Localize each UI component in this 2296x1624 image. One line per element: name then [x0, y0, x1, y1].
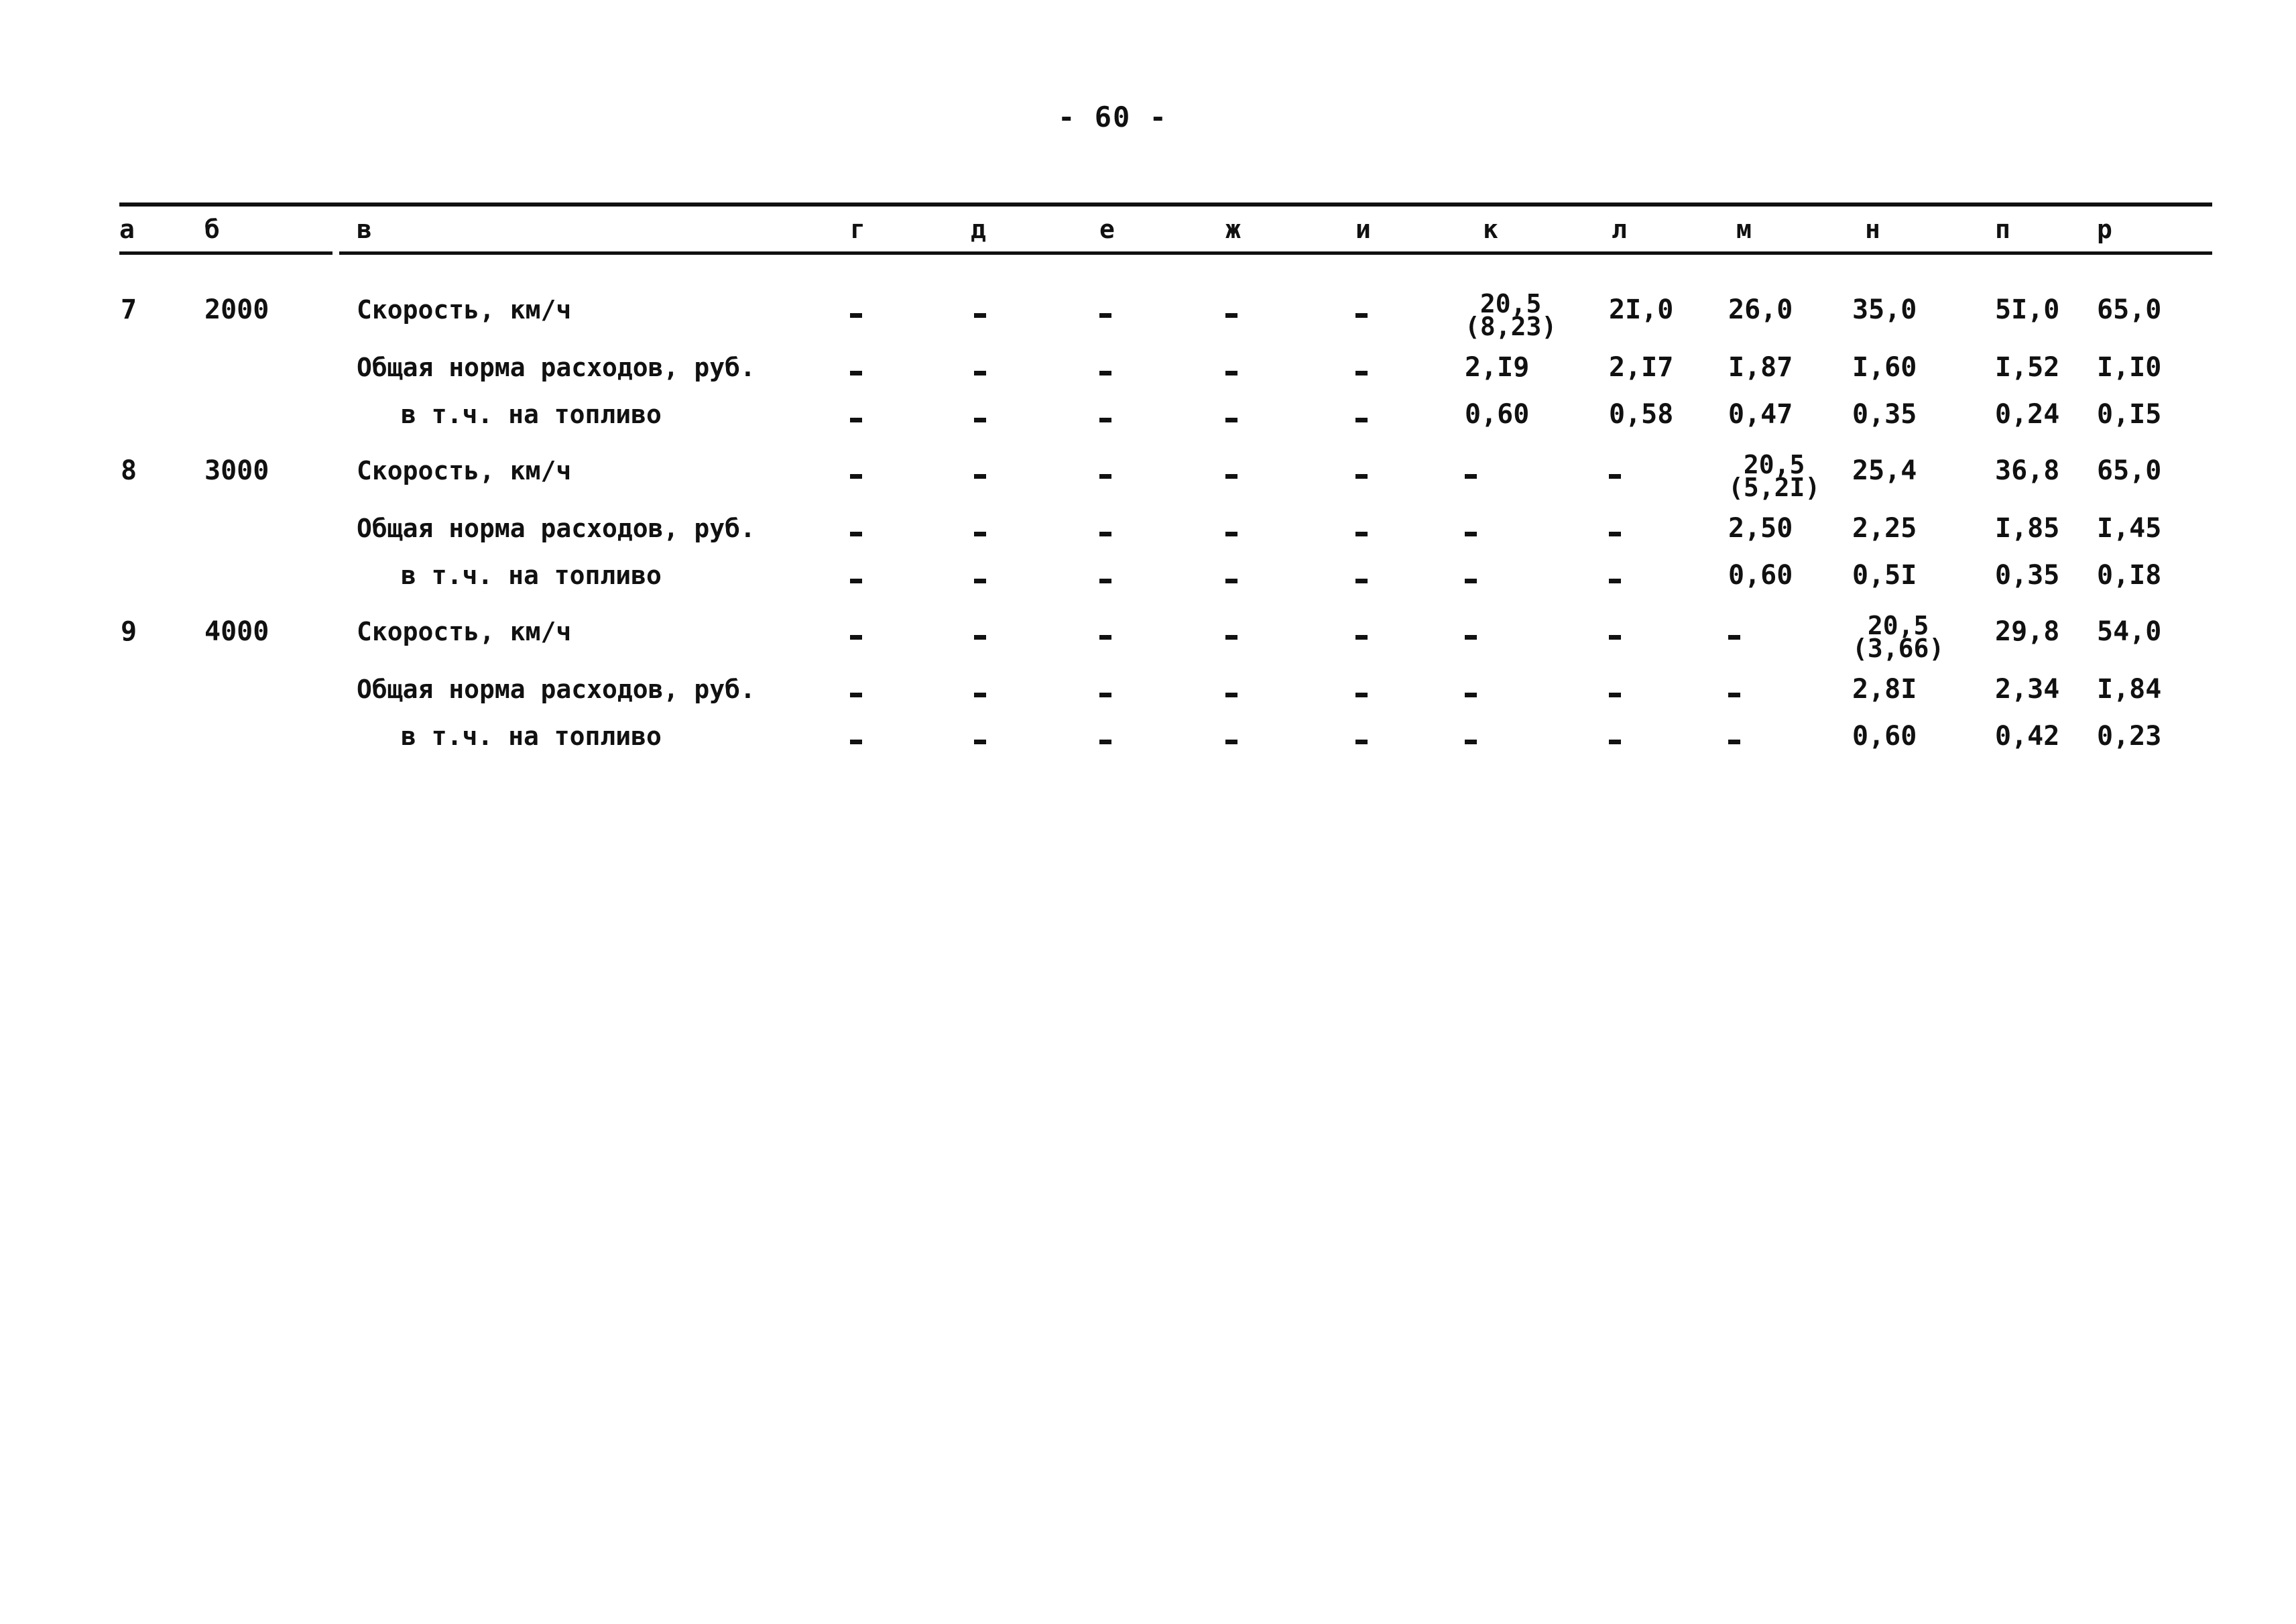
- cell-value: 20,5: [1743, 450, 1805, 479]
- row-label: Скорость, км/ч: [357, 617, 572, 646]
- value-cell: I,84: [2097, 674, 2162, 705]
- dash-mark: [850, 740, 862, 744]
- value-cell: 0,60: [1728, 560, 1793, 591]
- value-cell: 2,34: [1995, 674, 2060, 705]
- dash-mark: [1099, 532, 1111, 536]
- dash-mark: [1355, 635, 1368, 640]
- dash-mark: [1465, 635, 1477, 640]
- dash-mark: [1609, 474, 1621, 479]
- dash-mark: [1099, 693, 1111, 697]
- cell-note: (5,2I): [1728, 473, 1821, 502]
- empty-dash: [1225, 518, 1237, 547]
- dash-mark: [974, 635, 986, 640]
- dash-mark: [1225, 418, 1237, 422]
- dash-mark: [1609, 579, 1621, 583]
- dash-mark: [850, 693, 862, 697]
- empty-dash: [850, 679, 862, 708]
- empty-dash: [1225, 404, 1237, 433]
- value-cell: 5I,0: [1995, 294, 2060, 325]
- empty-dash: [1609, 460, 1621, 489]
- row-label: Общая норма расходов, руб.: [357, 514, 756, 543]
- dash-mark: [1728, 635, 1740, 640]
- empty-dash: [1465, 679, 1477, 708]
- empty-dash: [850, 565, 862, 594]
- value-cell: 0,24: [1995, 399, 2060, 430]
- row-label: Общая норма расходов, руб.: [357, 675, 756, 704]
- value-cell: 35,0: [1852, 294, 1917, 325]
- row-distance: 3000: [204, 455, 269, 486]
- dash-mark: [1465, 740, 1477, 744]
- dash-mark: [1728, 693, 1740, 697]
- dash-mark: [1465, 474, 1477, 479]
- empty-dash: [850, 460, 862, 489]
- value-cell: I,87: [1728, 352, 1793, 383]
- value-cell: 2,I9: [1465, 352, 1530, 383]
- dash-mark: [1609, 635, 1621, 640]
- table-row: [0, 450, 2296, 502]
- value-cell: 0,47: [1728, 399, 1793, 430]
- empty-dash: [1355, 621, 1368, 650]
- value-cell: 0,I5: [2097, 399, 2162, 430]
- column-header: к: [1483, 215, 1498, 244]
- empty-dash: [1225, 679, 1237, 708]
- value-cell: I,85: [1995, 513, 2060, 544]
- table-row: [0, 289, 2296, 341]
- row-distance: 4000: [204, 616, 269, 647]
- dash-mark: [1609, 693, 1621, 697]
- value-cell: 2,8I: [1852, 674, 1917, 705]
- empty-dash: [1225, 460, 1237, 489]
- dash-mark: [1099, 635, 1111, 640]
- dash-mark: [1225, 313, 1237, 318]
- empty-dash: [1355, 565, 1368, 594]
- empty-dash: [1355, 404, 1368, 433]
- empty-dash: [850, 726, 862, 755]
- value-cell-with-note: [1465, 289, 1557, 341]
- value-cell: 36,8: [1995, 455, 2060, 486]
- dash-mark: [1099, 740, 1111, 744]
- dash-mark: [1099, 579, 1111, 583]
- value-cell: 2,I7: [1609, 352, 1674, 383]
- dash-mark: [1355, 474, 1368, 479]
- value-cell: 0,35: [1852, 399, 1917, 430]
- empty-dash: [850, 299, 862, 329]
- empty-dash: [1609, 679, 1621, 708]
- empty-dash: [1099, 357, 1111, 386]
- empty-dash: [1099, 518, 1111, 547]
- dash-mark: [1355, 371, 1368, 375]
- table-row: [0, 561, 2296, 601]
- value-cell: 2I,0: [1609, 294, 1674, 325]
- value-cell: I,52: [1995, 352, 2060, 383]
- column-header: г: [850, 215, 865, 244]
- empty-dash: [974, 565, 986, 594]
- empty-dash: [1465, 726, 1477, 755]
- dash-mark: [1225, 693, 1237, 697]
- cell-value: 20,5: [1479, 289, 1542, 318]
- empty-dash: [850, 357, 862, 386]
- empty-dash: [1225, 621, 1237, 650]
- value-cell-with-note: [1852, 611, 1945, 663]
- dash-mark: [1728, 740, 1740, 744]
- empty-dash: [974, 299, 986, 329]
- empty-dash: [1728, 621, 1740, 650]
- empty-dash: [1099, 565, 1111, 594]
- empty-dash: [1099, 621, 1111, 650]
- dash-mark: [1355, 579, 1368, 583]
- empty-dash: [1728, 679, 1740, 708]
- empty-dash: [1609, 565, 1621, 594]
- dash-mark: [850, 635, 862, 640]
- dash-mark: [1465, 579, 1477, 583]
- value-cell: I,45: [2097, 513, 2162, 544]
- empty-dash: [1609, 518, 1621, 547]
- value-cell: 54,0: [2097, 616, 2162, 647]
- row-label: Скорость, км/ч: [357, 295, 572, 325]
- dash-mark: [974, 532, 986, 536]
- column-header: а: [119, 215, 135, 244]
- empty-dash: [1465, 460, 1477, 489]
- value-cell: 0,5I: [1852, 560, 1917, 591]
- empty-dash: [1465, 518, 1477, 547]
- dash-mark: [1225, 532, 1237, 536]
- dash-mark: [850, 532, 862, 536]
- empty-dash: [850, 518, 862, 547]
- dash-mark: [974, 740, 986, 744]
- empty-dash: [1225, 299, 1237, 329]
- value-cell: 0,42: [1995, 721, 2060, 752]
- dash-mark: [1225, 579, 1237, 583]
- row-index: 7: [121, 294, 137, 325]
- table-row: [0, 514, 2296, 554]
- table-header-rule-left: [119, 251, 333, 255]
- empty-dash: [1355, 726, 1368, 755]
- value-cell: 0,I8: [2097, 560, 2162, 591]
- dash-mark: [1355, 740, 1368, 744]
- cell-note: (3,66): [1852, 634, 1945, 663]
- dash-mark: [850, 474, 862, 479]
- dash-mark: [850, 371, 862, 375]
- column-header: е: [1099, 215, 1115, 244]
- dash-mark: [1355, 418, 1368, 422]
- empty-dash: [1609, 621, 1621, 650]
- value-cell: 29,8: [1995, 616, 2060, 647]
- dash-mark: [850, 418, 862, 422]
- value-cell: 65,0: [2097, 455, 2162, 486]
- dash-mark: [1465, 532, 1477, 536]
- empty-dash: [1609, 726, 1621, 755]
- empty-dash: [974, 404, 986, 433]
- empty-dash: [1355, 518, 1368, 547]
- dash-mark: [1099, 313, 1111, 318]
- empty-dash: [974, 679, 986, 708]
- empty-dash: [1099, 404, 1111, 433]
- empty-dash: [1465, 621, 1477, 650]
- dash-mark: [1465, 693, 1477, 697]
- empty-dash: [974, 460, 986, 489]
- value-cell: 0,60: [1465, 399, 1530, 430]
- cell-value: 20,5: [1867, 611, 1929, 640]
- column-header: д: [971, 215, 986, 244]
- row-label: Общая норма расходов, руб.: [357, 353, 756, 382]
- column-header: б: [204, 215, 220, 244]
- table-top-rule: [119, 202, 2212, 207]
- dash-mark: [1609, 740, 1621, 744]
- dash-mark: [1355, 313, 1368, 318]
- dash-mark: [1225, 371, 1237, 375]
- column-header: н: [1865, 215, 1880, 244]
- empty-dash: [974, 726, 986, 755]
- row-index: 8: [121, 455, 137, 486]
- row-label: в т.ч. на топливо: [401, 561, 662, 590]
- dash-mark: [1099, 418, 1111, 422]
- dash-mark: [1355, 693, 1368, 697]
- column-header: в: [357, 215, 372, 244]
- table-row: [0, 611, 2296, 663]
- value-cell-with-note: [1728, 450, 1821, 502]
- value-cell: I,I0: [2097, 352, 2162, 383]
- value-cell: 0,58: [1609, 399, 1674, 430]
- empty-dash: [1099, 726, 1111, 755]
- dash-mark: [974, 418, 986, 422]
- value-cell: 65,0: [2097, 294, 2162, 325]
- row-index: 9: [121, 616, 137, 647]
- empty-dash: [974, 518, 986, 547]
- value-cell: 25,4: [1852, 455, 1917, 486]
- page-number: - 60 -: [1058, 101, 1168, 133]
- value-cell: 0,35: [1995, 560, 2060, 591]
- dash-mark: [850, 313, 862, 318]
- value-cell: I,60: [1852, 352, 1917, 383]
- dash-mark: [1225, 635, 1237, 640]
- empty-dash: [1355, 460, 1368, 489]
- dash-mark: [1225, 474, 1237, 479]
- dash-mark: [850, 579, 862, 583]
- column-header: п: [1995, 215, 2010, 244]
- empty-dash: [1355, 679, 1368, 708]
- column-header: м: [1736, 215, 1752, 244]
- dash-mark: [1355, 532, 1368, 536]
- dash-mark: [1099, 371, 1111, 375]
- dash-mark: [974, 371, 986, 375]
- column-header: л: [1612, 215, 1627, 244]
- table-row: [0, 400, 2296, 440]
- value-cell: 26,0: [1728, 294, 1793, 325]
- value-cell: 0,60: [1852, 721, 1917, 752]
- empty-dash: [1465, 565, 1477, 594]
- table-row: [0, 721, 2296, 762]
- column-header: ж: [1225, 215, 1241, 244]
- dash-mark: [974, 579, 986, 583]
- column-header: и: [1355, 215, 1371, 244]
- empty-dash: [850, 621, 862, 650]
- dash-mark: [974, 474, 986, 479]
- table-row: [0, 353, 2296, 393]
- value-cell: 2,50: [1728, 513, 1793, 544]
- row-label: в т.ч. на топливо: [401, 400, 662, 429]
- row-label: в т.ч. на топливо: [401, 721, 662, 751]
- empty-dash: [1099, 299, 1111, 329]
- column-header: р: [2097, 215, 2112, 244]
- dash-mark: [1609, 532, 1621, 536]
- table-header-rule-right: [339, 251, 2212, 255]
- empty-dash: [1225, 726, 1237, 755]
- dash-mark: [974, 313, 986, 318]
- empty-dash: [1099, 679, 1111, 708]
- row-distance: 2000: [204, 294, 269, 325]
- row-label: Скорость, км/ч: [357, 456, 572, 485]
- empty-dash: [974, 357, 986, 386]
- value-cell: 0,23: [2097, 721, 2162, 752]
- dash-mark: [1225, 740, 1237, 744]
- dash-mark: [1099, 474, 1111, 479]
- empty-dash: [1099, 460, 1111, 489]
- table-row: [0, 675, 2296, 715]
- table-header-row: [0, 215, 2296, 248]
- value-cell: 2,25: [1852, 513, 1917, 544]
- empty-dash: [1355, 357, 1368, 386]
- cell-note: (8,23): [1465, 312, 1557, 341]
- empty-dash: [1225, 357, 1237, 386]
- empty-dash: [1728, 726, 1740, 755]
- dash-mark: [974, 693, 986, 697]
- empty-dash: [974, 621, 986, 650]
- empty-dash: [1225, 565, 1237, 594]
- empty-dash: [1355, 299, 1368, 329]
- empty-dash: [850, 404, 862, 433]
